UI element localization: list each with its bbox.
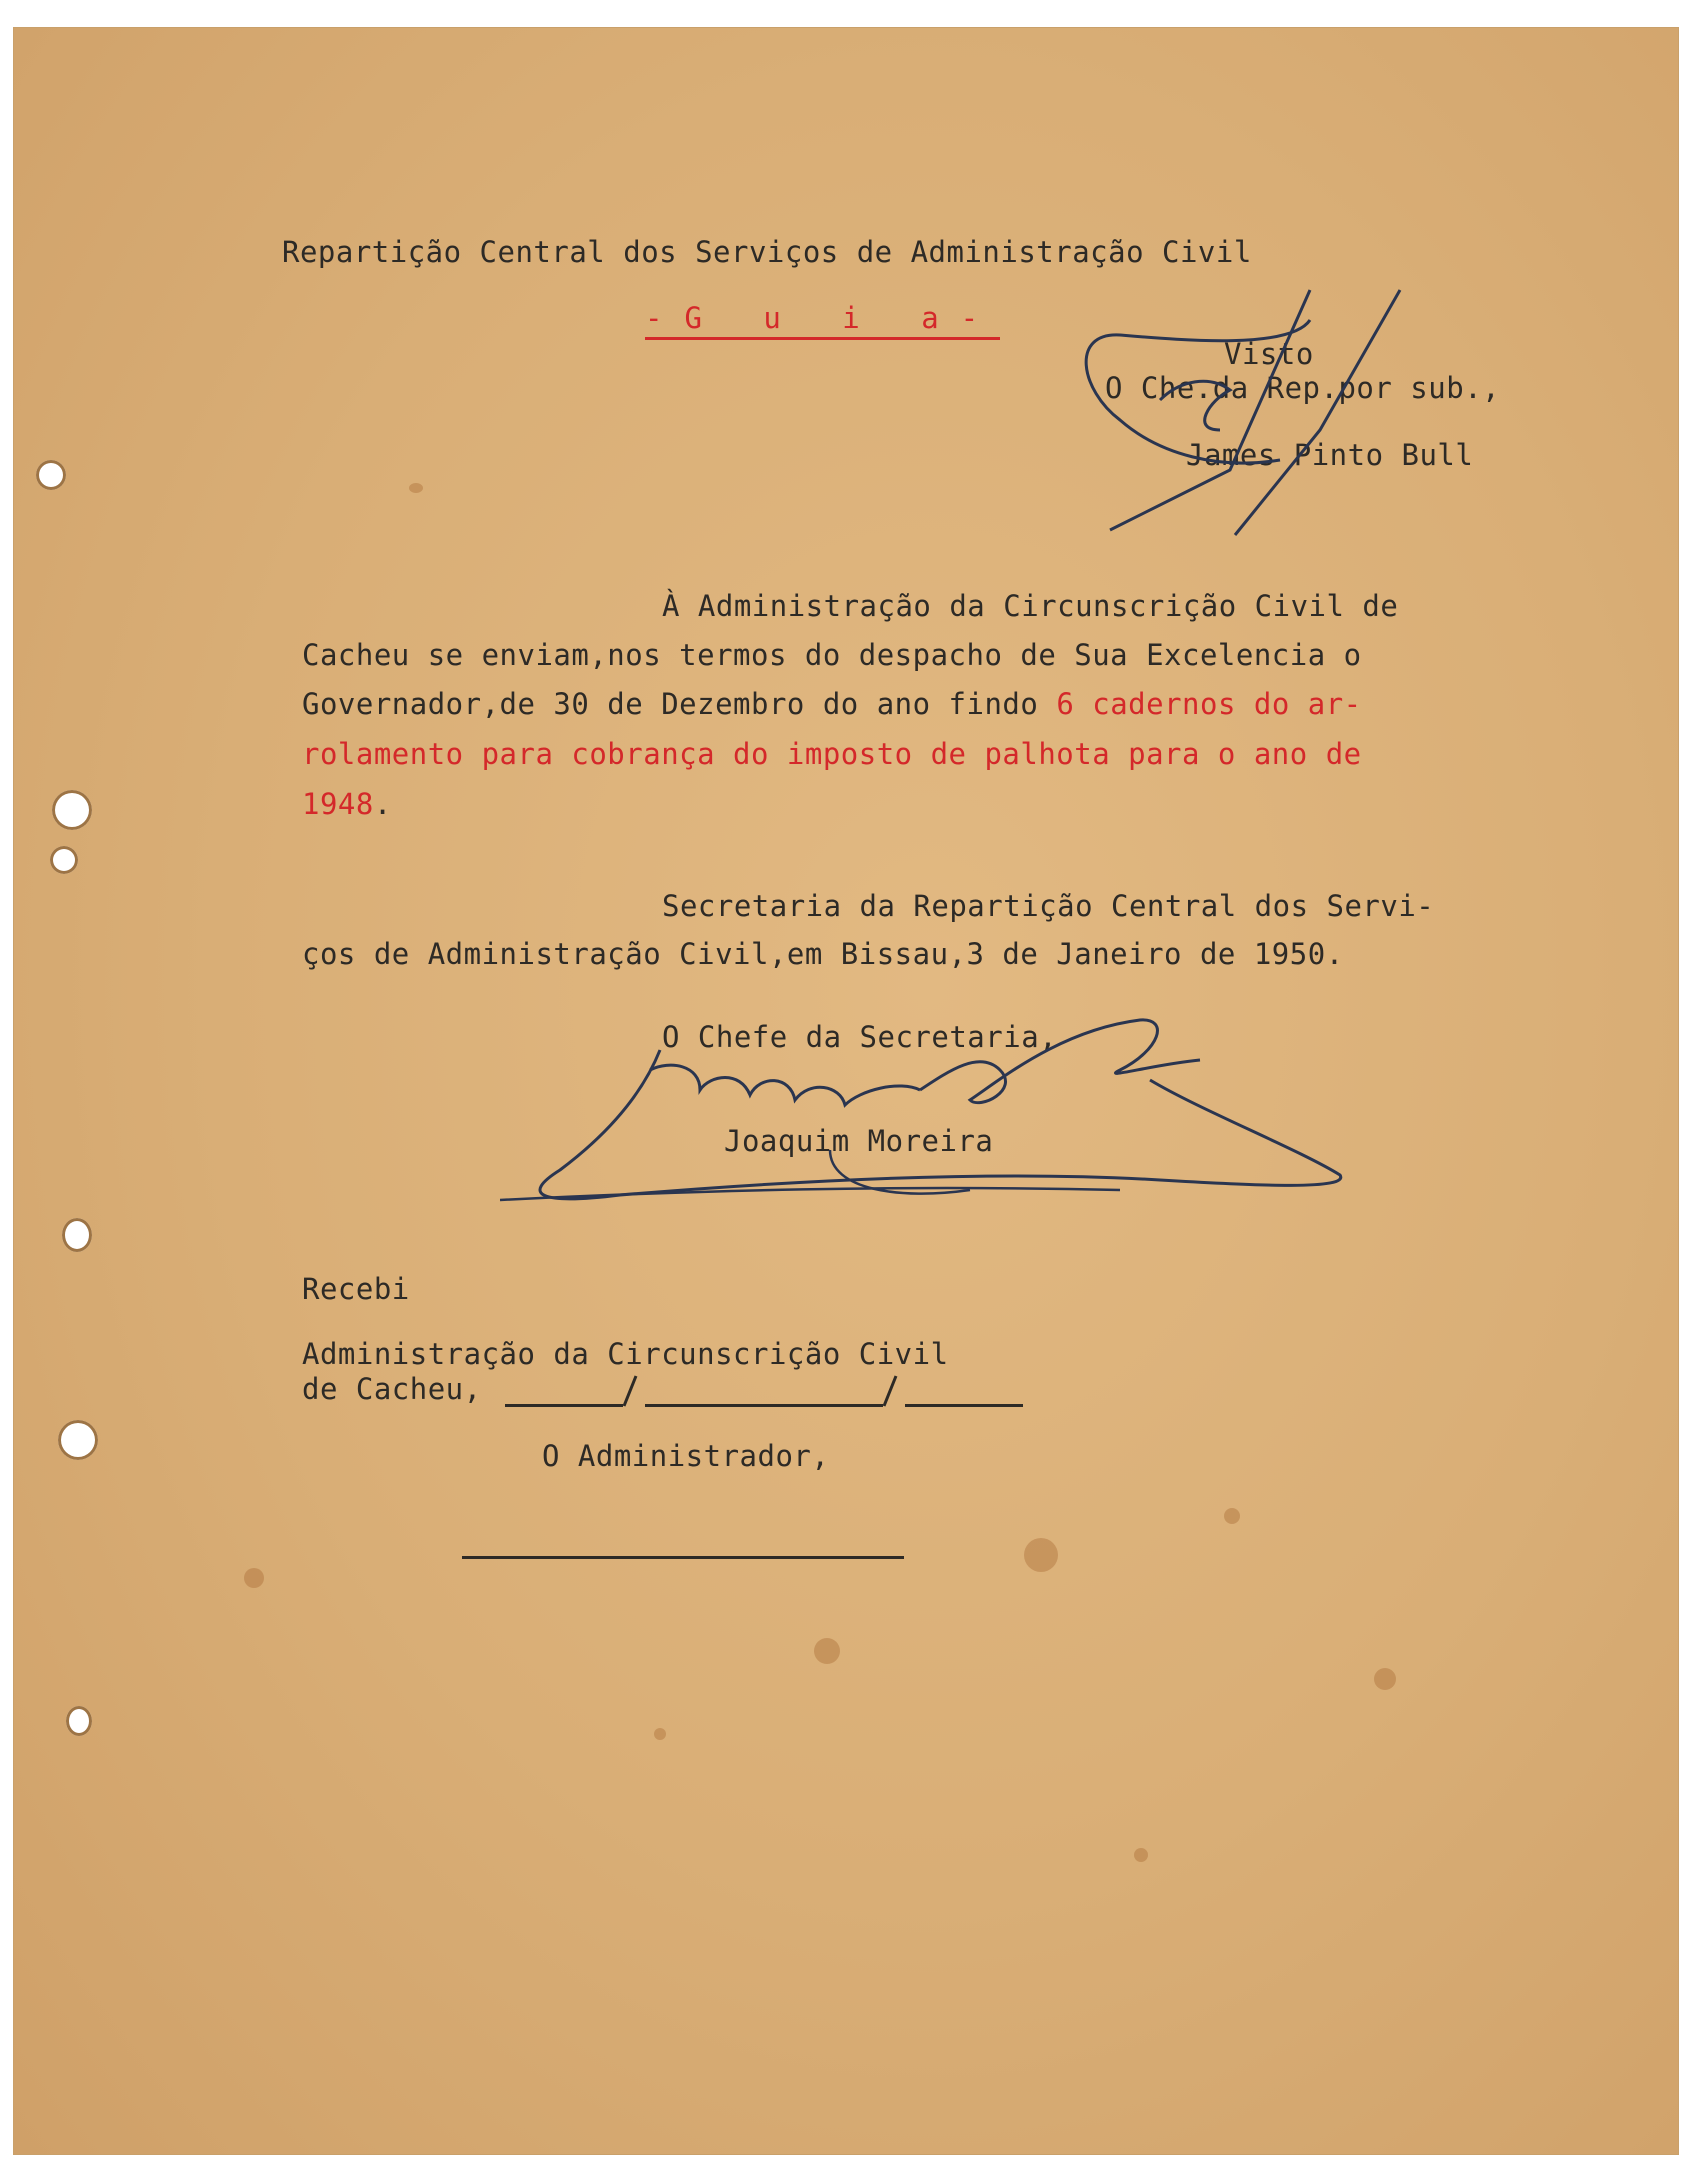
closing-line-1: Secretaria da Repartição Central dos Servi-: [662, 889, 1435, 923]
stain: [1134, 1848, 1148, 1862]
stain: [814, 1638, 840, 1664]
body-line-5: [302, 787, 392, 821]
punch-hole: [58, 1420, 98, 1460]
date-day-field[interactable]: [505, 1404, 623, 1407]
stain: [1224, 1508, 1240, 1524]
stain: [1374, 1668, 1396, 1690]
date-separator-1: [620, 1374, 640, 1408]
punch-hole: [62, 1218, 92, 1252]
secretary-signature: [500, 990, 1370, 1220]
body-line-1: À Administração da Circunscrição Civil de: [662, 589, 1399, 623]
administrator-signature-field[interactable]: [462, 1556, 904, 1559]
punch-hole: [52, 790, 92, 830]
body-line-4: rolamento para cobrança do imposto de palhota para o ano de: [302, 737, 1362, 771]
document-type-title: -G u i a-: [645, 304, 1000, 340]
receipt-line-1: Administração da Circunscrição Civil: [302, 1337, 949, 1371]
punch-hole: [66, 1706, 92, 1736]
administrator-title: O Administrador,: [542, 1439, 830, 1473]
stain: [409, 483, 423, 493]
body-line-3-text: Governador,de 30 de Dezembro do ano findo: [302, 687, 1057, 721]
date-month-field[interactable]: [645, 1404, 883, 1407]
receipt-line-2: de Cacheu,: [302, 1372, 482, 1406]
stain: [654, 1728, 666, 1740]
stain: [1024, 1538, 1058, 1572]
punch-hole: [36, 460, 66, 490]
body-line-5-end: .: [373, 787, 392, 821]
visto-label: Visto: [1224, 337, 1314, 371]
body-line-2: Cacheu se enviam,nos termos do despacho de Sua Excelencia o: [302, 638, 1362, 672]
visto-name: James Pinto Bull: [1186, 438, 1474, 472]
signatory-name: Joaquim Moreira: [724, 1124, 994, 1158]
punch-hole: [50, 846, 78, 874]
receipt-label: Recebi: [302, 1272, 410, 1306]
date-year-field[interactable]: [905, 1404, 1023, 1407]
stain: [244, 1568, 264, 1588]
body-line-3: [302, 687, 1362, 721]
visto-signature: [1060, 280, 1440, 540]
signatory-title: O Chefe da Secretaria,: [662, 1020, 1058, 1054]
department-heading: Repartição Central dos Serviços de Administração Civil: [282, 235, 1252, 269]
visto-role: O Che.da Rep.por sub.,: [1105, 371, 1501, 405]
body-line-3-highlight: 6 cadernos do ar-: [1056, 687, 1362, 721]
closing-line-2: ços de Administração Civil,em Bissau,3 de Janeiro de 1950.: [302, 937, 1344, 971]
body-year: 1948: [302, 787, 374, 821]
date-separator-2: [880, 1374, 900, 1408]
